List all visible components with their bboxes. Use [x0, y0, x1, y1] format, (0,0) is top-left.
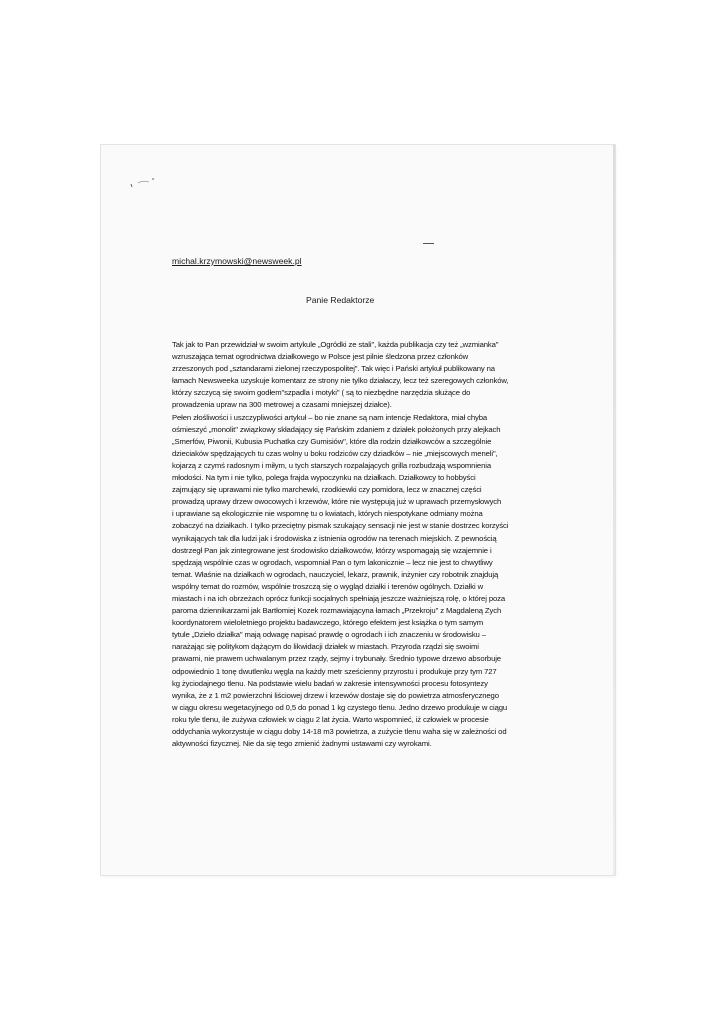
letter-line: kg życiodajnego tlenu. Na podstawie wielu badań w zakresie intensywności procesu fotosyntezy	[172, 678, 488, 688]
letter-line: w ciągu okresu wegetacyjnego od 0,5 do ponad 1 kg czystego tlenu. Jedno drzewo produkuje w ciągu	[172, 702, 508, 712]
letter-line: roku tyle tlenu, ile zużywa człowiek w ciągu 2 lat życia. Warto wspomnieć, iż człowiek w procesie	[172, 714, 489, 724]
letter-line: dzieciaków spędzających tu czas wolny u boku rodziców czy dziadków – nie „miejscowych meneli",	[172, 448, 498, 458]
letter-line: narażając się politykom dążącym do likwidacji działek w miastach. Przyroda rządzi się swoimi	[172, 642, 479, 652]
letter-line: miastach i na ich obrzeżach oprócz funkcji socjalnych spełniają jeszcze ważniejszą rolę, o której poza	[172, 593, 506, 603]
letter-line: wynika, że z 1 m2 powierzchni liściowej drzew i krzewów dostaje się do powietrza atmosferycznego	[172, 690, 499, 700]
letter-line: którzy szczycą się swoim godłem"szpadla i motyki" ( są to niezbędne narzędzia służące do	[172, 388, 471, 398]
letter-line: prowadzenia upraw na 300 metrowej a czasami mniejszej działce).	[172, 400, 392, 410]
letter-line: koordynatorem wieloletniego projektu badawczego, którego efektem jest książka o tym samym	[172, 618, 484, 628]
letter-salutation: Panie Redaktorze	[306, 295, 375, 305]
letter-line: zajmujący się uprawami nie tylko marchewki, rzodkiewki czy pomidora, lecz w znacznej części	[172, 485, 482, 495]
letter-line: spędzają wspólnie czas w ogrodach, wspomniał Pan o tym lakonicznie – lecz nie jest to chwytliwy	[172, 557, 493, 567]
letter-line: i uprawiane są ekologicznie nie wspomnę tu o kwiatach, których niespotykane odmiany można	[172, 509, 483, 519]
letter-line: „Smerfów, Piwonii, Kubusia Puchatka czy Gumisiów", które dla rodzin działkowców a szczególnie	[172, 436, 492, 446]
letter-line: Pełen złośliwości i uszczypliwości artykuł – bo nie znane są nam intencje Redaktora, miał chyba	[172, 412, 488, 422]
letter-line: prowadzą uprawy drzew owocowych i krzewów, które nie występują już w uprawach przemysłowych	[172, 497, 502, 507]
letter-line: paroma dziennikarzami jak Bartłomiej Kozek rozmawiającyna łamach „Przekroju" z Magdaleną Zych	[172, 606, 502, 616]
letter-line: zrzeszonych pod „sztandarami zielonej rzeczypospolitej". Tak więc i Pański artykuł publikowany na	[172, 364, 495, 374]
letter-line: kojarzą z czymś radosnym i miłym, u tych starszych rozpalających grilla rozbudzają wspomnienia	[172, 460, 491, 470]
letter-line: oddychania wykorzystuje w ciągu doby 14-18 m3 powietrza, a zużycie tlenu waha się w zależności od	[172, 727, 507, 736]
letter-line: Tak jak to Pan przewidział w swoim artykule „Ogródki ze stali", każda publikacja czy też „wzmianka"	[172, 340, 499, 349]
letter-line: łamach Newsweeka uzyskuje komentarz ze strony nie tylko działaczy, lecz też szeregowych członków,	[172, 376, 509, 386]
letter-line: dostrzegł Pan jak zintegrowane jest środowisko działkowców, którzy wspomagają się wzajemnie i	[172, 545, 492, 555]
letter-line: wspólny temat do rozmów, wspólnie troszczą się o wygląd działki i terenów ogólnych. Działki w	[172, 581, 483, 591]
letter-line: aktywności fizycznej. Nie da się tego zmienić żadnymi ustawami czy wyrokami.	[172, 739, 432, 749]
letter-line: młodości. Na tym i nie tylko, polega frajda wypoczynku na działkach. Działkowcy to hobbyści	[172, 473, 476, 483]
letter-line: tytule „Dzieło działka" mają odwagę napisać prawdę o ogrodach i ich znaczeniu w środowisku –	[172, 630, 486, 640]
letter-line: wzruszająca temat ogrodnictwa działkowego w Polsce jest pilnie śledzona przez członków	[172, 352, 469, 362]
email-address: michal.krzymowski@newsweek.pl	[172, 256, 302, 266]
letter-line: prawami, nie prawem uchwalanym przez rządy, sejmy i trybunały. Średnio typowe drzewo absorbuje	[172, 654, 501, 664]
pen-mark-scribble	[129, 176, 157, 190]
page-edge-shadow	[613, 145, 615, 875]
letter-line: temat. Właśnie na działkach w ogrodach, nauczyciel, lekarz, prawnik, inżynier czy robotnik znajdują	[172, 569, 499, 579]
letter-line: zobaczyć na działkach. I tylko przeciętny pismak szukający sensacji nie jest w stanie dostrzec korzyści	[172, 521, 509, 531]
letter-line: odpowiednio 1 tonę dwutlenku węgla na każdy metr sześcienny przyrostu i produkuje przy tym 727	[172, 666, 497, 676]
letter-line: ośmieszyć „monolit" związkowy składający się Pańskim zdaniem z działek położonych przy alejkach	[172, 424, 501, 434]
letter-line: wynikających tak dla ludzi jak i środowiska z istnienia ogrodów na terenach miejskich. Z pewnością	[172, 533, 497, 543]
stray-dash-mark	[423, 243, 434, 244]
letter-body	[172, 339, 582, 750]
